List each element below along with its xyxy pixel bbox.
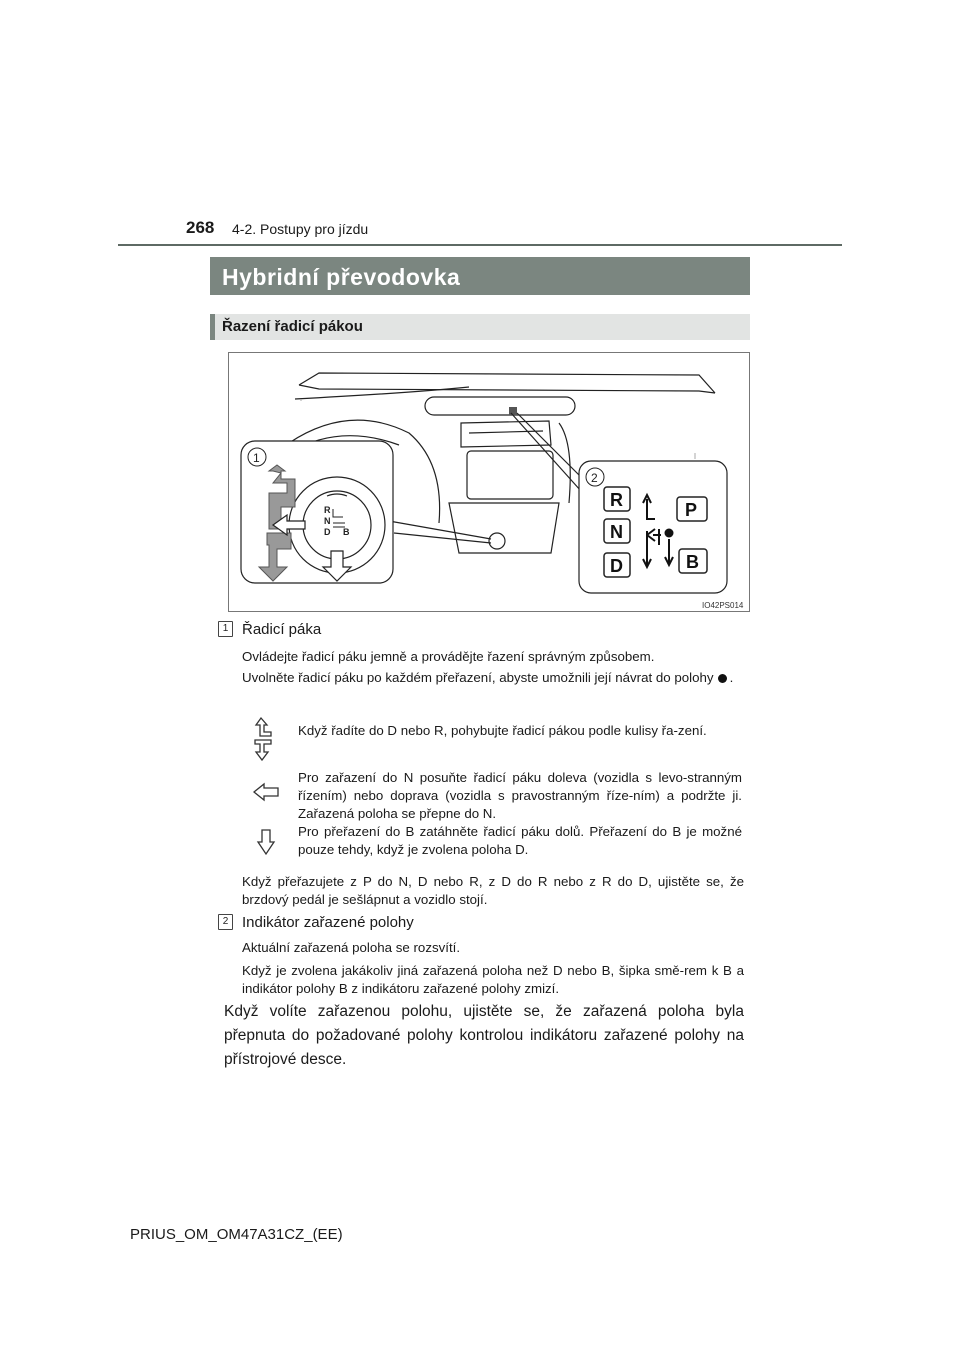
instruction-row-2: Pro zařazení do N posuňte řadicí páku doleva (vozidla s levo-stranným řízením) nebo doprava (vozidla s pravostranným říze-ním) a podržte ji. Zařazená poloha se přepne do N. (298, 770, 742, 821)
header-divider (118, 244, 842, 246)
instruction-row-1: Když řadíte do D nebo R, pohybujte řadicí pákou podle kulisy řa-zení. (298, 723, 707, 738)
shift-path-icon (252, 716, 274, 762)
rest-position-dot (665, 529, 674, 538)
lever-label-r: R (324, 505, 331, 515)
item-1-title: Řadicí páka (242, 621, 322, 638)
item-1-paragraph-2-text: Uvolněte řadicí páku po každém přeřazení, abyste umožnili její návrat do polohy (242, 670, 714, 685)
page-number: 268 (186, 218, 215, 237)
section-subtitle: Řazení řadicí pákou (222, 318, 363, 335)
item-2-paragraph-2: Když je zvolena jakákoliv jiná zařazená poloha než D nebo B, šipka smě-rem k B a indikátor polohy B z indikátoru zařazené polohy zmizí. (242, 963, 744, 996)
indicator-n: N (610, 522, 623, 542)
lever-label-n: N (324, 516, 331, 526)
section-breadcrumb: 4-2. Postupy pro jízdu (232, 221, 369, 237)
page-title: Hybridní převodovka (222, 264, 461, 290)
left-arrow-icon (252, 782, 280, 802)
item-2-number: 2 (218, 914, 233, 930)
closing-paragraph: Když volíte zařazenou polohu, ujistěte se, že zařazená poloha byla přepnuta do požadované polohy kontrolou indikátoru zařazené polohy na přístrojové desce. (224, 1003, 744, 1068)
document-footer: PRIUS_OM_OM47A31CZ_(EE) (130, 1226, 343, 1243)
item-1-paragraph-1: Ovládejte řadicí páku jemně a provádějte řazení správným způsobem. (242, 649, 655, 664)
item-1-number: 1 (218, 621, 233, 637)
lever-label-b: B (343, 527, 350, 537)
item-1-paragraph-3: Když přeřazujete z P do N, D nebo R, z D do R nebo z R do D, ujistěte se, že brzdový pedál je sešlápnut a vozidlo stojí. (242, 874, 744, 907)
subtitle-accent (210, 314, 215, 340)
item-2-paragraph-1: Aktuální zařazená poloha se rozsvítí. (242, 940, 461, 955)
callout-1-label: 1 (253, 451, 260, 465)
item-2-title: Indikátor zařazené polohy (242, 914, 414, 931)
indicator-p: P (685, 500, 698, 520)
rest-position-icon (718, 674, 727, 683)
instruction-row-3: Pro přeřazení do B zatáhněte řadicí páku dolů. Přeřazení do B je možné pouze tehdy, když je zvolena poloha D. (298, 824, 742, 857)
item-1-paragraph-2-end: . (729, 670, 734, 685)
indicator-r: R (610, 490, 623, 510)
lever-label-d: D (324, 527, 331, 537)
callout-2-label: 2 (591, 471, 598, 485)
item-1-paragraph-2 (242, 669, 744, 687)
indicator-b: B (686, 552, 699, 572)
figure-code: IO42PS014 (702, 601, 744, 610)
indicator-d: D (610, 556, 623, 576)
dashboard-illustration (229, 353, 747, 609)
down-arrow-icon (256, 828, 276, 856)
